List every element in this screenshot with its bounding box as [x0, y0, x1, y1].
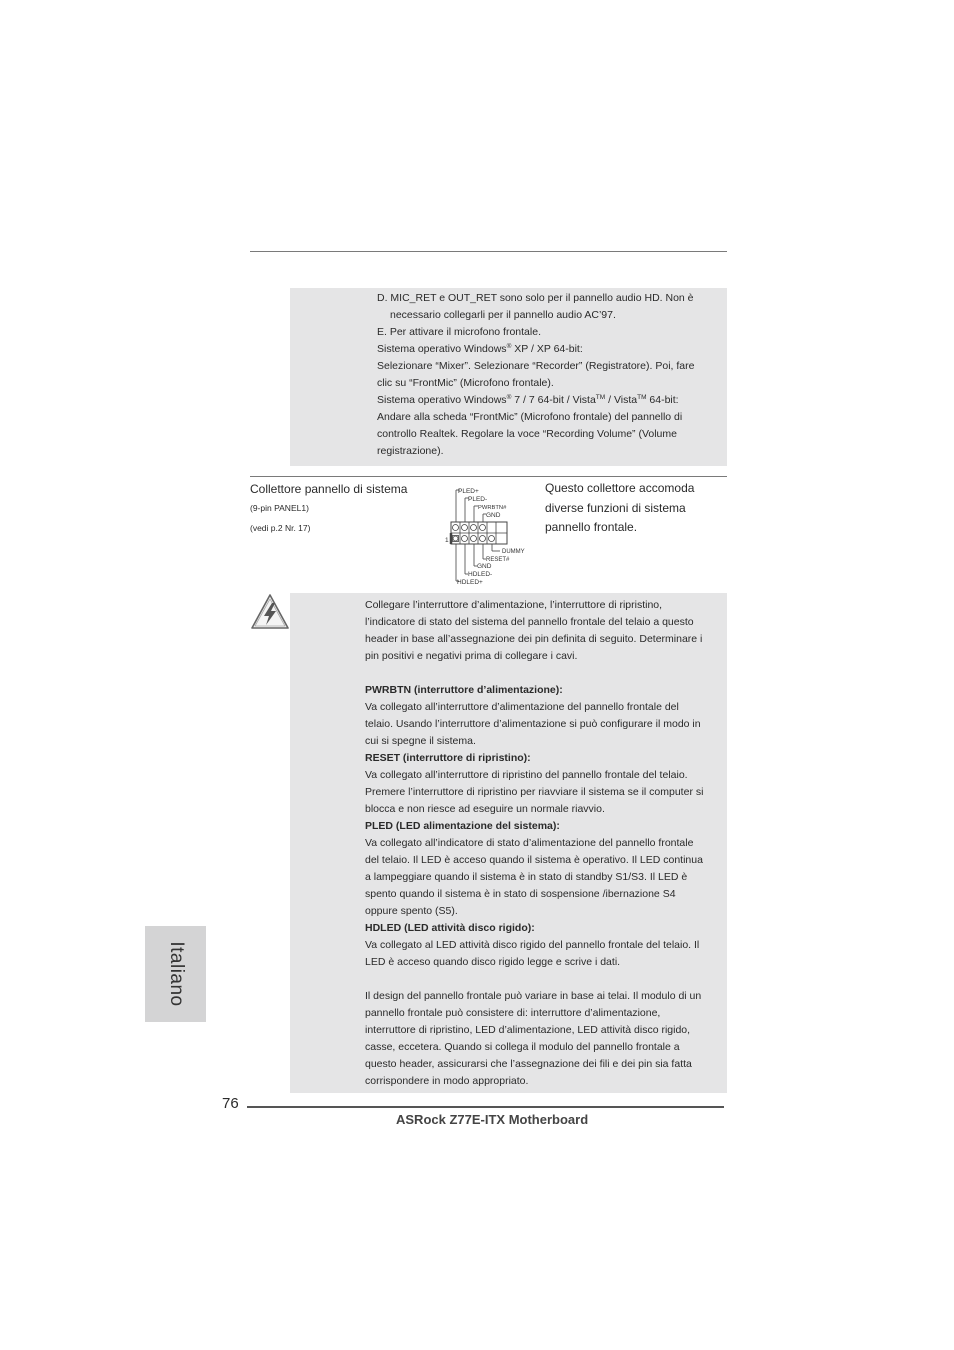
connector-title: Collettore pannello di sistema [250, 482, 408, 496]
design-line-3: interruttore di ripristino, LED d’alimentazione, LED attività disco rigido, [365, 1024, 691, 1036]
note-e-line: E. Per attivare il microfono frontale. [377, 326, 541, 338]
w7-step1: Andare alla scheda “FrontMic” (Microfono frontale) del pannello di [377, 411, 683, 423]
intro-line-1: Collegare l’interruttore d’alimentazione, l’interruttore di ripristino, [365, 599, 663, 611]
pin-label-dummy: DUMMY [502, 549, 525, 555]
w7-heading: Sistema operativo Windows® 7 / 7 64-bit / Vista™ / Vista™ 64-bit: [377, 394, 679, 406]
pled-line-2: del telaio. Il LED è acceso quando il sistema è operativo. Il LED continua [365, 854, 703, 866]
design-line-5: questo header, assicurarsi che l’assegnazione dei fili e dei pin sia fatta [365, 1058, 692, 1070]
hdled-line-2: LED è acceso quando disco rigido legge e scrive i dati. [365, 956, 621, 968]
hdled-heading: HDLED (LED attività disco rigido): [365, 922, 535, 934]
intro-line-2: l’indicatore di stato del sistema del pannello frontale del telaio a questo [365, 616, 694, 628]
hdled-line-1: Va collegato al LED attività disco rigido del pannello frontale del telaio. Il [365, 939, 700, 951]
footer-product: ASRock Z77E-ITX Motherboard [396, 1112, 589, 1127]
pin-1-marker: 1 [445, 537, 449, 544]
pin-label-hdled-plus: HDLED+ [457, 579, 483, 586]
reset-line-3: blocca e non riesce ad eseguire un normale riavvio. [365, 803, 605, 815]
connector-desc-line1: Questo collettore accomoda [545, 481, 695, 495]
section-rule [250, 476, 727, 477]
reset-line-2: Premere l’interruttore di ripristino per riavviare il sistema se il computer si [365, 786, 704, 798]
pwrbtn-line-2: telaio. Usando l’interruttore d’alimentazione si può configurare il modo in [365, 718, 701, 730]
w7-step2: controllo Realtek. Regolare la voce “Recording Volume” (Volume [377, 428, 677, 440]
design-line-1: Il design del pannello frontale può variare in base ai telai. Il modulo di un [365, 990, 702, 1002]
pled-line-1: Va collegato all’indicatore di stato d’alimentazione del pannello frontale [365, 837, 694, 849]
page-number: 76 [222, 1095, 239, 1112]
note-d-line1: D. MIC_RET e OUT_RET sono solo per il pannello audio HD. Non è [377, 292, 694, 304]
connector-description [545, 479, 725, 538]
pled-line-5: oppure spento (S5). [365, 905, 458, 917]
xp-step2: clic su “FrontMic” (Microfono frontale). [377, 377, 554, 389]
pled-heading: PLED (LED alimentazione del sistema): [365, 820, 560, 832]
header-rule [250, 251, 727, 252]
design-line-4: casse, eccetera. Quando si collega il modulo del pannello frontale a [365, 1041, 680, 1053]
connector-desc-line3: pannello frontale. [545, 520, 638, 534]
audio-notes [377, 290, 722, 460]
pwrbtn-line-3: cui si spegne il sistema. [365, 735, 476, 747]
pled-line-3: a lampeggiare quando il sistema è in stato di standby S1/S3. Il LED è [365, 871, 688, 883]
intro-line-4: pin positivi e negativi prima di collegare i cavi. [365, 650, 578, 662]
pin-label-gnd-bottom: GND [477, 563, 492, 570]
pled-line-4: spento quando il sistema è in stato di sospensione /ibernazione S4 [365, 888, 676, 900]
pin-label-hdled-minus: HDLED- [468, 571, 493, 578]
pin-label-pled-plus: PLED+ [458, 488, 479, 495]
pin-label-reset: RESET# [486, 557, 510, 563]
w7-step3: registrazione). [377, 445, 444, 457]
note-d-line2: necessario collegarli per il pannello audio AC’97. [390, 309, 616, 321]
design-line-2: pannello frontale può consistere di: interruttore d’alimentazione, [365, 1007, 661, 1019]
pin-label-gnd-top: GND [486, 512, 501, 519]
pwrbtn-line-1: Va collegato all’interruttore d’alimentazione del pannello frontale del [365, 701, 679, 713]
reset-line-1: Va collegato all’interruttore di ripristino del pannello frontale del telaio. [365, 769, 688, 781]
connector-desc-line2: diverse funzioni di sistema [545, 500, 686, 515]
intro-line-3: header in base all’assegnazione dei pin definita di seguito. Determinare i [365, 633, 703, 645]
warning-icon [249, 592, 291, 632]
connector-subtitle: (9-pin PANEL1) [250, 503, 309, 513]
pin-label-pwrbtn: PWRBTN# [478, 505, 507, 511]
panel-connector-diagram [440, 484, 532, 588]
reset-heading: RESET (interruttore di ripristino): [365, 752, 531, 764]
xp-step1: Selezionare “Mixer”. Selezionare “Recorder” (Registratore). Poi, fare [377, 360, 695, 372]
connector-info [250, 482, 440, 534]
pwrbtn-heading: PWRBTN (interruttore d’alimentazione): [365, 684, 563, 696]
pin-label-pled-minus: PLED- [468, 496, 488, 503]
footer-rule [247, 1106, 724, 1108]
design-line-6: corrispondere in modo appropriato. [365, 1075, 529, 1087]
panel-notice [365, 597, 727, 1090]
language-tab [145, 926, 206, 1022]
connector-ref: (vedi p.2 Nr. 17) [250, 523, 311, 533]
xp-heading: Sistema operativo Windows® XP / XP 64-bit: [377, 343, 583, 355]
language-tab-label: Italiano [165, 941, 187, 1007]
